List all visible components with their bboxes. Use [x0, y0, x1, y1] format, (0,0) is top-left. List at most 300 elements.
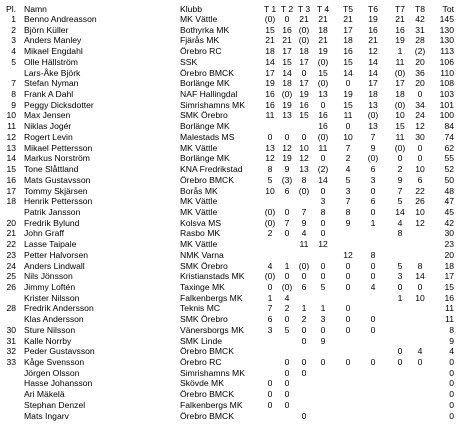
cell-t4: 1: [320, 303, 326, 314]
cell-t4: 18: [318, 24, 328, 35]
cell-klubb: Borlänge MK: [180, 153, 230, 164]
cell-t1: 16: [265, 89, 275, 100]
cell-t6: 0: [370, 271, 376, 282]
cell-klubb: SSK: [180, 56, 198, 67]
cell-t2: 13: [282, 110, 292, 121]
cell-t8: 24: [415, 110, 425, 121]
cell-t4: 0: [320, 153, 326, 164]
cell-tot: 50: [444, 174, 454, 185]
cell-namn: Frank A Dahl: [24, 89, 74, 100]
cell-t5: 19: [343, 89, 353, 100]
cell-t4: 16: [318, 110, 328, 121]
cell-t4: 0: [320, 357, 326, 368]
cell-namn: Stefan Nyman: [24, 78, 79, 89]
cell-t5: 0: [345, 78, 351, 89]
cell-t7: 2: [397, 164, 403, 175]
cell-t2: 6: [284, 185, 290, 196]
cell-tot: 11: [445, 303, 454, 314]
cell-t8: 0: [417, 153, 423, 164]
cell-t1: 13: [265, 142, 275, 153]
table-row: [0, 68, 460, 78]
cell-namn: Fredrik Andersson: [24, 303, 94, 314]
cell-namn: Nils Jönsson: [24, 271, 73, 282]
cell-klubb: Falkenbergs MK: [180, 399, 243, 410]
cell-klubb: Borlänge MK: [180, 78, 230, 89]
table-row: [0, 303, 460, 313]
cell-t4: (2): [317, 164, 329, 175]
cell-klubb: NAF Hallingdal: [180, 89, 238, 100]
cell-t7: 10: [395, 110, 405, 121]
cell-t3: 0: [301, 271, 307, 282]
cell-t5: 3: [345, 185, 351, 196]
cell-t3: 0: [301, 357, 307, 368]
table-row: [0, 239, 460, 249]
cell-tot: 23: [444, 239, 454, 250]
cell-t3: 15: [299, 110, 309, 121]
cell-t2: (3): [281, 174, 293, 185]
cell-klubb: SMK Örebro: [180, 314, 228, 325]
header-t4: T 4: [316, 4, 330, 14]
cell-t7: (0): [394, 99, 406, 110]
table-row: [0, 293, 460, 303]
cell-t7: (0): [394, 142, 406, 153]
table-row: [0, 143, 460, 153]
cell-t6: 0: [370, 314, 376, 325]
cell-t3: 7: [301, 206, 307, 217]
cell-t1: 18: [265, 46, 275, 57]
header-row: [0, 4, 460, 14]
cell-t2: 9: [284, 164, 290, 175]
cell-t3: (0): [298, 260, 310, 271]
cell-t6: 19: [368, 14, 378, 24]
cell-klubb: Teknis MC: [180, 303, 221, 314]
cell-t6: 4: [370, 282, 376, 292]
cell-klubb: Örebro BMCK: [180, 410, 234, 421]
cell-t4: 14: [318, 174, 328, 185]
cell-t2: 16: [282, 24, 292, 35]
cell-t4: 3: [320, 196, 326, 207]
cell-tot: 20: [444, 249, 454, 260]
cell-t1: 16: [265, 99, 275, 110]
cell-t8: 0: [417, 142, 423, 153]
cell-t1: 3: [267, 324, 273, 335]
cell-namn: Niklas Jogér: [24, 121, 72, 132]
cell-namn: Hasse Johansson: [24, 378, 93, 389]
cell-t5: 18: [343, 35, 353, 46]
table-row: [0, 282, 460, 292]
cell-t8: 12: [415, 121, 425, 132]
cell-klubb: Örebro BMCK: [180, 67, 234, 78]
cell-tot: 0: [449, 378, 454, 389]
cell-tot: 48: [444, 185, 454, 196]
cell-namn: Petter Halvorsen: [24, 249, 89, 260]
cell-namn: Kåge Svensson: [24, 357, 85, 368]
cell-namn: Peggy Dicksdotter: [24, 99, 94, 110]
table-row: [0, 132, 460, 142]
cell-tot: 11: [445, 314, 454, 325]
cell-tot: 84: [444, 121, 454, 132]
cell-t3: 2: [301, 314, 307, 325]
cell-t8: 14: [415, 271, 425, 282]
cell-t4: (0): [317, 56, 329, 67]
cell-pl: 30: [6, 324, 16, 335]
cell-t4: 0: [320, 228, 326, 239]
header-t8: T8: [414, 4, 426, 14]
cell-t2: 17: [282, 46, 292, 57]
cell-klubb: Vänersborgs MK: [180, 324, 245, 335]
cell-pl: 32: [6, 346, 16, 357]
cell-t5: 16: [343, 46, 353, 57]
header-namn: Namn: [24, 4, 47, 14]
cell-namn: Mikael Pettersson: [24, 142, 93, 153]
cell-t3: 9: [301, 217, 307, 228]
cell-t8: 0: [417, 282, 423, 292]
cell-tot: 0: [449, 367, 454, 378]
cell-t8: (2): [414, 46, 426, 57]
cell-t2: 0: [284, 131, 290, 142]
cell-tot: 62: [444, 142, 454, 153]
table-row: [0, 250, 460, 260]
cell-namn: Peder Gustavsson: [24, 346, 95, 357]
table-row: [0, 186, 460, 196]
cell-pl: 13: [6, 142, 16, 153]
header-t5: T5: [342, 4, 354, 14]
cell-namn: Sture Nilsson: [24, 324, 76, 335]
cell-t1: (0): [264, 14, 276, 24]
cell-t7: 0: [397, 346, 403, 357]
cell-pl: 5: [11, 56, 16, 67]
cell-tot: 47: [444, 196, 454, 207]
cell-t7: 17: [395, 78, 405, 89]
table-row: [0, 411, 460, 421]
cell-t4: 12: [318, 239, 328, 250]
cell-t2: 2: [284, 303, 290, 314]
cell-klubb: SMK Örebro: [180, 260, 228, 271]
cell-t3: 11: [299, 239, 309, 250]
cell-t8: 36: [415, 67, 425, 78]
cell-t4: 0: [320, 324, 326, 335]
cell-t8: 20: [415, 78, 425, 89]
cell-t1: 17: [265, 67, 275, 78]
cell-pl: 22: [6, 239, 16, 250]
cell-t6: 14: [368, 56, 378, 67]
cell-t2: 0: [284, 357, 290, 368]
cell-pl: 33: [6, 357, 16, 368]
cell-t8: 0: [417, 89, 423, 100]
cell-namn: Benno Andreasson: [24, 14, 97, 24]
cell-t8: 20: [415, 56, 425, 67]
table-row: [0, 271, 460, 281]
cell-t1: 8: [267, 164, 273, 175]
header-tot: Tot: [442, 4, 454, 14]
cell-pl: 24: [6, 260, 16, 271]
cell-t5: 8: [345, 206, 351, 217]
cell-t5: 10: [343, 131, 353, 142]
cell-namn: Lasse Taipale: [24, 239, 77, 250]
cell-t2: 0: [284, 367, 290, 378]
cell-t7: 0: [397, 357, 403, 368]
cell-t5: 0: [345, 303, 351, 314]
cell-t1: 21: [265, 35, 275, 46]
cell-t1: 0: [267, 389, 273, 400]
cell-klubb: MK Vättle: [180, 14, 218, 24]
cell-t6: 17: [368, 78, 378, 89]
cell-t3: 0: [301, 131, 307, 142]
cell-pl: 2: [11, 24, 16, 35]
cell-t1: 10: [265, 185, 275, 196]
table-row: [0, 35, 460, 45]
cell-pl: 18: [6, 196, 16, 207]
cell-t2: 15: [282, 56, 292, 67]
cell-t7: 7: [397, 185, 403, 196]
cell-t1: 7: [267, 303, 273, 314]
cell-t5: 0: [345, 357, 351, 368]
cell-klubb: Simrishamns MK: [180, 99, 245, 110]
cell-pl: 4: [11, 46, 16, 57]
cell-t1: 2: [267, 228, 273, 239]
cell-tot: 103: [439, 89, 454, 100]
cell-t2: 1: [284, 260, 290, 271]
cell-t3: 8: [301, 174, 307, 185]
cell-t6: 13: [368, 99, 378, 110]
cell-pl: 9: [11, 99, 16, 110]
cell-klubb: Rasbo MK: [180, 228, 221, 239]
cell-t7: 21: [395, 14, 405, 24]
cell-t7: 3: [397, 271, 403, 282]
cell-klubb: Örebro RC: [180, 46, 222, 57]
cell-klubb: Örebro BMCK: [180, 389, 234, 400]
cell-t5: 15: [343, 56, 353, 67]
cell-t4: 0: [320, 99, 326, 110]
cell-tot: 0: [449, 357, 454, 368]
cell-t2: (0): [281, 89, 293, 100]
cell-tot: 0: [449, 389, 454, 400]
table-row: [0, 314, 460, 324]
cell-pl: 1: [11, 14, 16, 24]
cell-klubb: Malestads MS: [180, 131, 235, 142]
cell-t2: 0: [284, 206, 290, 217]
cell-t8: 12: [415, 217, 425, 228]
cell-klubb: Borås MK: [180, 185, 218, 196]
cell-namn: Jörgen Olsson: [24, 367, 80, 378]
cell-t3: 0: [301, 410, 307, 421]
cell-namn: Klas Andersson: [24, 314, 84, 325]
cell-klubb: SMK Örebro: [180, 110, 228, 121]
cell-t5: 4: [345, 164, 351, 175]
cell-t1: (0): [264, 206, 276, 217]
cell-namn: John Graff: [24, 228, 64, 239]
cell-tot: 0: [449, 410, 454, 421]
cell-t8: 26: [415, 196, 425, 207]
table-row: [0, 378, 460, 388]
cell-t5: 11: [343, 110, 353, 121]
cell-t6: 7: [370, 131, 376, 142]
cell-tot: 113: [440, 46, 454, 57]
cell-t2: 4: [284, 292, 290, 303]
cell-t7: 1: [397, 46, 403, 57]
cell-tot: 100: [439, 110, 454, 121]
cell-pl: 8: [11, 89, 16, 100]
cell-klubb: MK Vättle: [180, 196, 218, 207]
cell-t3: 0: [301, 324, 307, 335]
cell-t7: 11: [395, 131, 405, 142]
cell-t6: 3: [370, 174, 376, 185]
cell-tot: 0: [449, 399, 454, 410]
cell-t3: 16: [299, 99, 309, 110]
cell-pl: 10: [6, 110, 16, 121]
cell-klubb: Fjärås MK: [180, 35, 220, 46]
cell-pl: 15: [6, 164, 16, 175]
cell-pl: 25: [6, 271, 16, 282]
cell-pl: 11: [7, 121, 16, 132]
cell-t3: 13: [299, 164, 309, 175]
cell-t8: 6: [417, 174, 423, 185]
cell-t2: 18: [282, 78, 292, 89]
cell-klubb: SMK Linde: [180, 335, 223, 346]
cell-t7: 0: [397, 282, 403, 292]
cell-namn: Krister Nilsson: [24, 292, 80, 303]
cell-pl: 14: [6, 153, 16, 164]
cell-t6: 0: [370, 206, 376, 217]
cell-t5: 5: [345, 174, 351, 185]
cell-t6: 0: [370, 357, 376, 368]
cell-t7: (0): [394, 67, 406, 78]
header-t3: T 3: [297, 4, 311, 14]
cell-t7: 8: [397, 228, 403, 239]
cell-t6: 0: [370, 324, 376, 335]
cell-namn: Tone Slåttland: [24, 164, 79, 175]
cell-t4: 21: [318, 14, 328, 24]
cell-t2: 19: [282, 99, 292, 110]
cell-namn: Fredrik Bylund: [24, 217, 80, 228]
cell-t3: 17: [299, 56, 309, 67]
cell-tot: 16: [444, 292, 454, 303]
cell-t3: (0): [298, 185, 310, 196]
cell-t8: 30: [415, 131, 425, 142]
cell-t6: 21: [368, 35, 378, 46]
header-klubb: Klubb: [180, 4, 202, 14]
cell-t2: 12: [282, 142, 292, 153]
cell-t4: (0): [317, 78, 329, 89]
cell-t3: (0): [298, 24, 310, 35]
cell-t1: (0): [264, 217, 276, 228]
table-row: [0, 389, 460, 399]
cell-klubb: Taxinge MK: [180, 282, 225, 292]
cell-t1: 5: [267, 174, 273, 185]
cell-t8: 34: [415, 99, 425, 110]
table-row: [0, 346, 460, 356]
table-row: [0, 218, 460, 228]
cell-t5: 7: [345, 142, 351, 153]
cell-tot: 106: [439, 56, 454, 67]
table-row: [0, 207, 460, 217]
cell-t1: 11: [265, 110, 275, 121]
header-t2: T 2: [280, 4, 294, 14]
cell-pl: 17: [6, 185, 16, 196]
cell-namn: Ari Mäkelä: [24, 389, 65, 400]
cell-t5: 0: [345, 260, 351, 271]
cell-t7: 5: [397, 196, 403, 207]
cell-t2: 0: [284, 399, 290, 410]
cell-t2: 0: [284, 228, 290, 239]
cell-namn: Rogert Levin: [24, 131, 73, 142]
cell-t3: 12: [299, 153, 309, 164]
cell-t1: 1: [267, 292, 273, 303]
cell-klubb: Borlänge MK: [180, 121, 230, 132]
cell-klubb: Örebro RC: [180, 357, 222, 368]
cell-t4: (0): [317, 131, 329, 142]
cell-t2: 0: [284, 271, 290, 282]
cell-t5: 9: [345, 217, 351, 228]
cell-pl: 12: [6, 131, 16, 142]
header-pl: Pl.: [5, 4, 16, 14]
cell-t4: 5: [320, 282, 326, 292]
table-row: [0, 368, 460, 378]
cell-pl: 3: [11, 35, 16, 46]
cell-tot: 130: [439, 35, 454, 46]
cell-t1: 4: [267, 260, 273, 271]
cell-t1: 15: [265, 24, 275, 35]
cell-t7: 16: [395, 24, 405, 35]
cell-t2: 14: [282, 67, 292, 78]
table-row: [0, 110, 460, 120]
cell-t3: 17: [299, 78, 309, 89]
cell-tot: 55: [444, 153, 454, 164]
table-row: [0, 57, 460, 67]
cell-t2: 5: [284, 324, 290, 335]
cell-t4: 0: [320, 185, 326, 196]
cell-t7: 5: [397, 260, 403, 271]
cell-t5: 12: [343, 249, 353, 260]
cell-t4: 16: [318, 121, 328, 132]
table-row: [0, 261, 460, 271]
table-row: [0, 196, 460, 206]
cell-namn: Jimmy Loftén: [24, 282, 76, 292]
cell-tot: 17: [444, 271, 454, 282]
cell-tot: 101: [439, 99, 454, 110]
cell-t3: 1: [301, 303, 307, 314]
cell-t3: 0: [301, 367, 307, 378]
cell-namn: Anders Lindwall: [24, 260, 85, 271]
cell-t3: 10: [299, 142, 309, 153]
table-row: [0, 175, 460, 185]
cell-t7: 18: [395, 89, 405, 100]
cell-t4: 13: [318, 89, 328, 100]
cell-t8: 10: [415, 164, 425, 175]
cell-t6: 18: [368, 89, 378, 100]
cell-t4: 0: [320, 260, 326, 271]
cell-t7: 19: [395, 35, 405, 46]
cell-t6: 6: [370, 164, 376, 175]
table-row: [0, 325, 460, 335]
cell-tot: 18: [444, 260, 454, 271]
cell-namn: Stephan Denzel: [24, 399, 86, 410]
cell-tot: 130: [439, 24, 454, 35]
cell-t6: 0: [370, 260, 376, 271]
cell-t3: 0: [301, 67, 307, 78]
cell-tot: 8: [449, 324, 454, 335]
cell-pl: 28: [6, 303, 16, 314]
cell-t1: 6: [267, 314, 273, 325]
cell-t4: 21: [318, 35, 328, 46]
cell-tot: 30: [444, 228, 454, 239]
cell-t4: 3: [320, 314, 326, 325]
cell-t2: 0: [284, 389, 290, 400]
cell-tot: 45: [444, 206, 454, 217]
cell-t4: 9: [320, 335, 326, 346]
cell-t5: 0: [345, 282, 351, 292]
cell-namn: Olle Hällström: [24, 56, 78, 67]
